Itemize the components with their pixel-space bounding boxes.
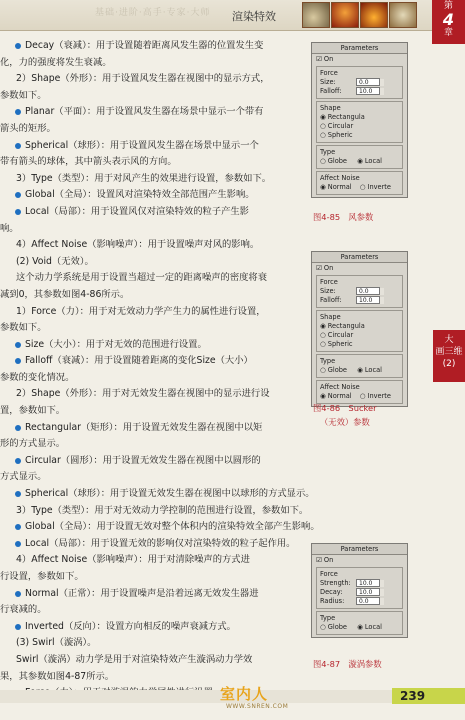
noise-inverted-radio[interactable]: ○ Inverte — [360, 392, 391, 400]
bullet-item: Falloff（衰减）：用于设置随着距离的变化Size（大小） — [0, 353, 300, 370]
header-faded-text: 基础·进阶·高手·专家·大师 — [95, 8, 211, 18]
text-line: 减到0，其参数如图4-86所示。 — [0, 288, 130, 300]
shape-group — [316, 310, 403, 352]
chapter-prefix: 第 — [443, 1, 453, 11]
text-line: 置，参数如下。 — [0, 405, 66, 417]
size-spinner[interactable]: 0.0 — [356, 287, 380, 295]
type-label: Type — [320, 148, 336, 156]
noise-normal-radio[interactable]: ◉ Normal — [320, 183, 352, 191]
text-line: Swirl（漩涡）动力学是用于对渲染特效产生漩涡动力学效 — [16, 653, 253, 665]
bullet-item: Circular（圆形）：用于设置无效发生器在视图中以圆形的 — [0, 453, 300, 470]
bullet-item: Spherical（球形）：用于设置无效发生器在视图中以球形的方式显示。 — [0, 486, 300, 503]
radius-label: Radius: — [320, 597, 345, 605]
shape-spherical-radio[interactable]: ○ Spheric — [320, 340, 399, 349]
type-global-radio[interactable]: ○ Globe — [320, 157, 347, 165]
panel-title: Parameters — [312, 544, 407, 555]
text-line: 形的方式显示。 — [0, 438, 66, 450]
shape-label: Shape — [320, 104, 341, 112]
size-row — [320, 287, 399, 296]
text-line: (3) Swirl（漩涡）。 — [16, 637, 97, 649]
text-line: 1）Force（力）：用于对无效动力学产生力的属性进行设置， — [16, 305, 266, 317]
page-header — [0, 0, 465, 31]
force-group — [316, 275, 403, 308]
type-label: Type — [320, 357, 336, 365]
text-line: 参数的变化情况。 — [0, 371, 75, 383]
bullet-item: Inverted（反向）：设置方向相反的噪声衰减方式。 — [0, 619, 300, 636]
force-group — [316, 66, 403, 99]
affect-noise-group — [316, 171, 403, 195]
body-text — [0, 38, 320, 702]
noise-inverted-radio[interactable]: ○ Inverte — [360, 183, 391, 191]
thumbnail-image-2 — [331, 2, 359, 28]
text-line: 果，其参数如图4-87所示。 — [0, 670, 115, 682]
force-label: Force — [320, 570, 338, 578]
size-label: Size: — [320, 287, 336, 295]
type-group — [316, 611, 403, 635]
shape-group — [316, 101, 403, 143]
text-line: 3）Type（类型）：用于对风产生的效果进行设置，参数如下。 — [16, 172, 272, 184]
chapter-tab — [432, 0, 465, 44]
type-label: Type — [320, 614, 336, 622]
falloff-label: Falloff: — [320, 87, 342, 95]
decay-row — [320, 588, 399, 597]
strength-label: Strength: — [320, 579, 351, 587]
force-group — [316, 567, 403, 609]
text-line: 行衰减的。 — [0, 604, 47, 616]
size-label: Size: — [320, 78, 336, 86]
type-local-radio[interactable]: ◉ Local — [357, 623, 382, 631]
chapter-number: 4 — [442, 10, 455, 29]
shape-label: Shape — [320, 313, 341, 321]
figure-caption-4-86-line2: （无效）参数 — [320, 417, 370, 427]
side-tab-line3: (2) — [442, 359, 456, 369]
type-local-radio[interactable]: ◉ Local — [357, 157, 382, 165]
bullet-item: Size（大小）：用于对无效的范围进行设置。 — [0, 337, 300, 354]
affect-noise-label: Affect Noise — [320, 174, 360, 182]
type-local-radio[interactable]: ◉ Local — [357, 366, 382, 374]
on-checkbox[interactable]: ☑ On — [316, 55, 403, 64]
wind-parameters-panel — [311, 42, 408, 198]
falloff-spinner[interactable]: 10.0 — [356, 296, 380, 304]
figure-caption-4-86-line1: 图4-86 Sucker — [313, 403, 377, 413]
decay-label: Decay: — [320, 588, 343, 596]
bullet-item: Global（全局）：用于设置无效对整个体积内的渲染特效全部产生影响。 — [0, 519, 300, 536]
falloff-label: Falloff: — [320, 296, 342, 304]
bullet-item: Rectangular（矩形）：用于设置无效发生器在视图中以矩 — [0, 420, 300, 437]
bullet-item: Normal（正常）：用于设置噪声是沿着远离无效发生器进 — [0, 586, 300, 603]
page-number: 239 — [392, 688, 465, 704]
on-checkbox[interactable]: ☑ On — [316, 556, 403, 565]
bullet-item: Spherical（球形）：用于设置风发生器在场景中显示一个 — [0, 138, 300, 155]
force-label: Force — [320, 278, 338, 286]
strength-spinner[interactable]: 10.0 — [356, 579, 380, 587]
side-tab-line2: 画三维 — [435, 347, 463, 357]
shape-circular-radio[interactable]: ○ Circular — [320, 122, 399, 131]
thumbnail-image-1 — [302, 2, 330, 28]
text-line: 参数如下。 — [0, 89, 47, 101]
text-line: 响。 — [0, 222, 19, 234]
panel-title: Parameters — [312, 252, 407, 263]
text-line: 3）Type（类型）：用于对无效动力学控制的范围进行设置，参数如下。 — [16, 504, 309, 516]
text-line: 行设置，参数如下。 — [0, 571, 84, 582]
site-url: WWW.SNREN.COM — [226, 703, 289, 710]
type-group — [316, 145, 403, 169]
size-spinner[interactable]: 0.0 — [356, 78, 380, 86]
side-tab — [433, 330, 465, 382]
panel-title: Parameters — [312, 43, 407, 54]
falloff-row — [320, 296, 399, 305]
radius-spinner[interactable]: 0.0 — [356, 597, 380, 605]
shape-rectangular-radio[interactable]: ◉ Rectangula — [320, 322, 399, 331]
bullet-item: Local（局部）：用于设置无效的影响仅对渲染特效的粒子起作用。 — [0, 536, 300, 553]
affect-noise-group — [316, 380, 403, 404]
size-row — [320, 78, 399, 87]
noise-normal-radio[interactable]: ◉ Normal — [320, 392, 352, 400]
swirl-parameters-panel — [311, 543, 408, 638]
bullet-item: Decay（衰减）：用于设置随着距离风发生器的位置发生变 — [0, 38, 300, 55]
type-global-radio[interactable]: ○ Globe — [320, 623, 347, 631]
figure-caption-4-87: 图4-87 漩涡参数 — [313, 659, 382, 669]
text-line: 4）Affect Noise（影响噪声）：用于设置噪声对风的影响。 — [16, 239, 260, 251]
void-parameters-panel — [311, 251, 408, 407]
section-title: 渲染特效 — [232, 10, 276, 23]
text-line: 2）Shape（外形）：用于对无效发生器在视图中的显示进行设 — [16, 388, 270, 400]
figure-caption-4-85: 图4-85 风参数 — [313, 212, 374, 222]
decay-spinner[interactable]: 10.0 — [356, 588, 380, 596]
chapter-suffix: 章 — [443, 28, 453, 38]
strength-row — [320, 579, 399, 588]
affect-noise-label: Affect Noise — [320, 383, 360, 391]
type-group — [316, 354, 403, 378]
force-label: Force — [320, 69, 338, 77]
text-line: 箭头的矩形。 — [0, 122, 56, 134]
shape-spherical-radio[interactable]: ○ Spheric — [320, 131, 399, 140]
text-line: 化，力的强度将发生衰减。 — [0, 56, 112, 68]
shape-rectangular-radio[interactable]: ◉ Rectangula — [320, 113, 399, 122]
bullet-item: Planar（平面）：用于设置风发生器在场景中显示一个带有 — [0, 104, 300, 121]
thumbnail-image-4 — [389, 2, 417, 28]
text-line: 参数如下。 — [0, 322, 47, 334]
bullet-item: Local（局部）：用于设置风仅对渲染特效的粒子产生影 — [0, 204, 300, 221]
bullet-item: Global（全局）：设置风对渲染特效全部范围产生影响。 — [0, 187, 300, 204]
falloff-row — [320, 87, 399, 96]
radius-row — [320, 597, 399, 606]
text-line: (2) Void（无效）。 — [16, 255, 94, 267]
text-line: 这个动力学系统是用于设置当超过一定的距离噪声的密度将衰 — [16, 272, 268, 284]
on-checkbox[interactable]: ☑ On — [316, 264, 403, 273]
type-global-radio[interactable]: ○ Globe — [320, 366, 347, 374]
text-line: 4）Affect Noise（影响噪声）：用于对清除噪声的方式进 — [16, 554, 250, 566]
text-line: 方式显示。 — [0, 471, 47, 483]
shape-circular-radio[interactable]: ○ Circular — [320, 331, 399, 340]
text-line: 带有箭头的球体，其中箭头表示风的方向。 — [0, 156, 177, 168]
text-line: 2）Shape（外形）：用于设置风发生器在视图中的显示方式， — [16, 73, 270, 85]
falloff-spinner[interactable]: 10.0 — [356, 87, 380, 95]
side-tab-line1: 大 — [444, 335, 454, 345]
site-logo: 室内人 — [220, 685, 269, 703]
thumbnail-image-3 — [360, 2, 388, 28]
